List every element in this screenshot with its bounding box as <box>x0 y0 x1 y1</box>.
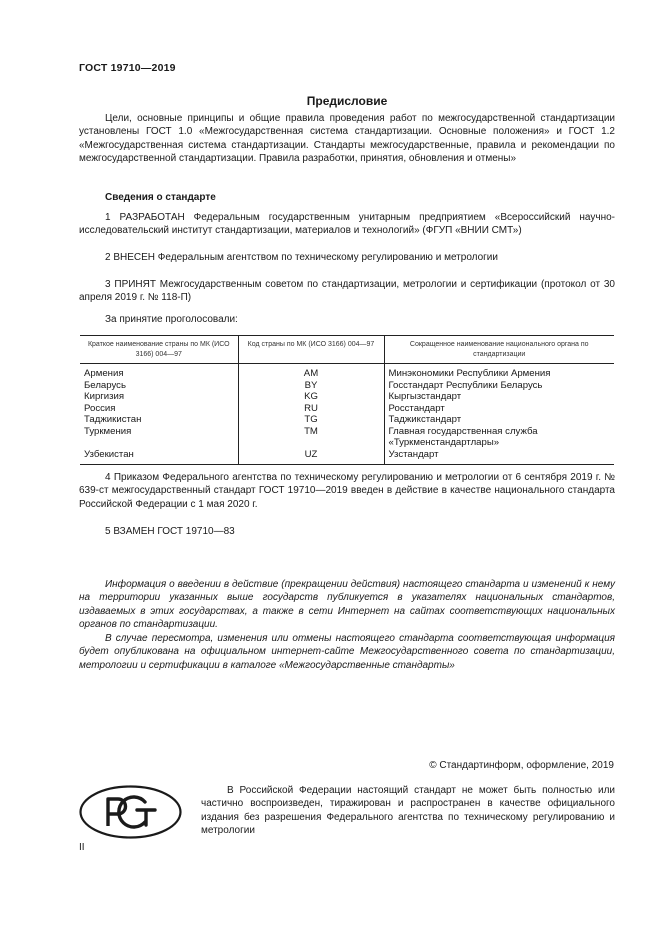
code-cell: KG <box>238 391 384 403</box>
copyright-notice: В Российской Федерации настоящий стандарт не может быть полностью или частично воспроизведен, тиражирован и распространен в качестве официального издания без разрешения Федерального агентства по техническому регулированию и метрологии <box>201 785 615 837</box>
table-row <box>80 403 614 415</box>
item-adopted: 3 ПРИНЯТ Межгосударственным советом по стандартизации, метрологии и сертификации (протокол от 30 апреля 2019 г. № 118-П) <box>79 279 615 304</box>
item-order: 4 Приказом Федерального агентства по техническому регулированию и метрологии от 6 сентября 2019 г. № 639-ст межгосударственный стандарт ГОСТ 19710—2019 введен в действие в качестве национального стандарта Российской Федерации с 1 мая 2020 г. <box>79 472 615 510</box>
body-cell: Росстандарт <box>384 403 614 415</box>
table-header-row <box>80 336 614 364</box>
page-number: II <box>79 842 85 853</box>
rst-logo-icon <box>79 785 182 839</box>
code-cell: AM <box>238 364 384 380</box>
code-cell: RU <box>238 403 384 415</box>
body-cell: Кыргызстандарт <box>384 391 614 403</box>
code-cell: UZ <box>238 449 384 465</box>
rst-logo <box>79 785 182 839</box>
item-introduced: 2 ВНЕСЕН Федеральным агентством по техническому регулированию и метрологии <box>105 252 498 263</box>
code-cell: TM <box>238 426 384 449</box>
voted-label: За принятие проголосовали: <box>105 314 238 325</box>
table-row <box>80 364 614 380</box>
document-code: ГОСТ 19710—2019 <box>79 62 176 74</box>
voting-table <box>80 335 614 465</box>
column-header-country: Краткое наименование страны по МК (ИСО 3166) 004—97 <box>80 336 238 364</box>
item-replaces: 5 ВЗАМЕН ГОСТ 19710—83 <box>105 526 235 537</box>
body-cell: Минэкономики Республики Армения <box>384 364 614 380</box>
table-row <box>80 426 614 449</box>
page-title: Предисловие <box>306 94 388 108</box>
body-cell: Таджикстандарт <box>384 414 614 426</box>
country-cell: Армения <box>84 368 124 379</box>
intro-paragraph: Цели, основные принципы и общие правила проведения работ по межгосударственной стандартизации установлены ГОСТ 1.0 «Межгосударственная система стандартизации. Основные положения» и ГОСТ 1.2 «Межгосударственная система стандартизации. Стандарты межгосударственные, правила и рекомендации по межгосударственной стандартизации. Правила разработки, принятия, обновления и отмены» <box>79 113 615 165</box>
standard-info-heading: Сведения о стандарте <box>105 192 216 203</box>
table-row <box>80 449 614 465</box>
country-cell: Таджикистан <box>84 414 142 425</box>
column-header-code: Код страны по МК (ИСО 3166) 004—97 <box>238 336 384 364</box>
country-cell: Беларусь <box>84 379 126 391</box>
table-row <box>80 380 614 392</box>
copyright-line: © Стандартинформ, оформление, 2019 <box>429 760 614 771</box>
item-developed: 1 РАЗРАБОТАН Федеральным государственным унитарным предприятием «Всероссийский научно-исследовательский институт стандартизации, материалов и технологий» (ФГУП «ВНИИ СМТ») <box>79 212 615 237</box>
body-cell: Узстандарт <box>384 449 614 465</box>
country-cell: Узбекистан <box>80 449 238 465</box>
code-cell: TG <box>238 414 384 426</box>
table-row <box>80 414 614 426</box>
code-cell: BY <box>238 380 384 392</box>
country-cell: Киргизия <box>84 391 125 402</box>
country-cell: Россия <box>84 402 116 414</box>
body-cell: Главная государственная служба «Туркменстандартлары» <box>384 426 614 449</box>
table-row <box>80 391 614 403</box>
info-paragraph-2: В случае пересмотра, изменения или отмены настоящего стандарта соответствующая информация будет опубликована на официальном интернет-сайте Межгосударственного совета по стандартизации, метрологии и сертификации в каталоге «Межгосударственные стандарты» <box>79 633 615 671</box>
column-header-body: Сокращенное наименование национального органа по стандартизации <box>384 336 614 364</box>
info-paragraph-1: Информация о введении в действие (прекращении действия) настоящего стандарта и изменений к нему на территории указанных выше государств публикуется в указателях национальных стандартов, издаваемых в этих государствах, а также в сети Интернет на сайтах соответствующих национальных органов по стандартизации. <box>79 579 615 631</box>
country-cell: Туркмения <box>84 425 132 437</box>
body-cell: Госстандарт Республики Беларусь <box>384 380 614 392</box>
